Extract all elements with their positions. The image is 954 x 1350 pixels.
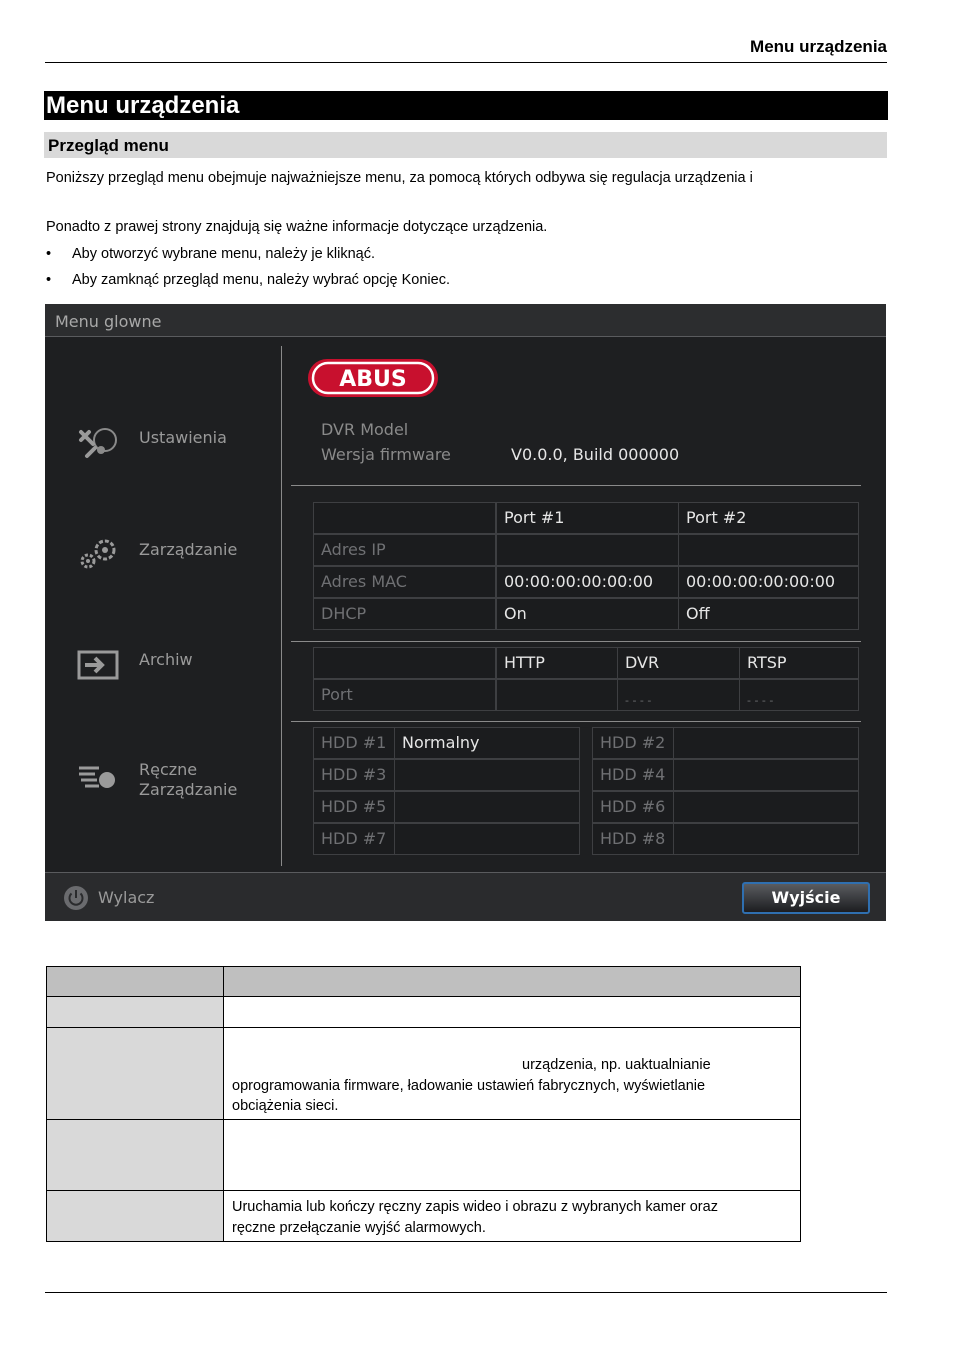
table-value-line: oprogramowania firmware, ładowanie ustawień fabrycznych, wyświetlanie [232,1077,706,1094]
manual-record-icon [75,756,123,796]
divider [291,641,861,642]
network-cell: On [496,598,679,630]
hdd-status [673,791,859,823]
network-cell [678,534,859,566]
ports-row-label: Port [313,679,496,711]
exit-button[interactable]: Wyjście [742,882,870,914]
firmware-value: V0.0.0, Build 000000 [511,445,680,464]
table-value-line: Uruchamia lub kończy ręczny zapis wideo i obrazu z wybranych kamer oraz [232,1199,718,1215]
bullet-text: Aby zamknąć przegląd menu, należy wybrać opcję Koniec. [72,272,450,288]
hdd-label: HDD #1 [313,727,395,759]
tools-icon [75,422,123,462]
network-row-label: Adres IP [313,534,496,566]
abus-logo [307,358,439,398]
bullet-text: Aby otworzyć wybrane menu, należy je kliknąć. [72,246,376,262]
ports-header-dvr: DVR [617,647,740,679]
intro-paragraph-2: Ponadto z prawej strony znajdują się ważne informacje dotyczące urządzenia. [46,219,548,235]
network-header-port2: Port #2 [678,502,859,534]
divider [291,721,861,722]
network-header-empty [313,502,496,534]
hdd-label: HDD #5 [313,791,395,823]
power-icon[interactable] [63,885,89,911]
hdd-label: HDD #3 [313,759,395,791]
archive-icon [75,644,123,684]
ports-cell-dvr: - - - - [617,679,740,711]
table-value-cell [224,997,801,1028]
network-header-port1: Port #1 [496,502,679,534]
header-divider [45,62,887,63]
page-header-title: Menu urządzenia [750,37,887,56]
svg-text:ABUS: ABUS [339,367,407,392]
table-value-line: ręczne przełączanie wyjść alarmowych. [232,1219,486,1236]
menu-label-line1: Ręczne [139,760,198,779]
intro-paragraph-1: Poniższy przegląd menu obejmuje najważniejsze menu, za pomocą których odbywa się regulacja urządzenia i [46,170,753,186]
ports-cell-rtsp: - - - - [739,679,859,711]
table-header-cell [224,967,801,997]
network-row-label: Adres MAC [313,566,496,598]
table-key-cell [47,1120,224,1191]
table-value-line: urządzenia, np. uaktualnianie [522,1057,711,1073]
table-value-cell [224,1028,801,1120]
network-cell: 00:00:00:00:00:00 [678,566,859,598]
power-off-label[interactable]: Wylacz [98,888,155,907]
hdd-status: Normalny [394,727,580,759]
firmware-label: Wersja firmware [321,445,451,464]
hdd-status [394,759,580,791]
menu-label-line2: Zarządzanie [139,780,238,799]
table-header-row [47,967,801,997]
ports-header-empty [313,647,496,679]
hdd-label: HDD #8 [592,823,674,855]
menu-label: Zarządzanie [139,540,238,559]
table-value-cell [224,1120,801,1191]
table-value-line: obciążenia sieci. [232,1098,339,1114]
subsection-title: Przegląd menu [44,132,887,158]
ports-header-http: HTTP [496,647,618,679]
bullet-dot-icon: • [46,246,52,262]
hdd-label: HDD #4 [592,759,674,791]
menu-label: Archiw [139,650,193,669]
gears-icon [75,534,123,574]
table-row [47,1191,801,1242]
dvr-window-title: Menu glowne [45,304,886,337]
hdd-status [673,823,859,855]
hdd-status [673,759,859,791]
table-value-cell [224,1191,801,1242]
dvr-main-menu-screenshot [45,304,886,921]
hdd-label: HDD #7 [313,823,395,855]
network-row-label: DHCP [313,598,496,630]
hdd-label: HDD #6 [592,791,674,823]
section-title: Menu urządzenia [44,91,888,120]
hdd-status [673,727,859,759]
table-row [47,1120,801,1191]
network-cell: Off [678,598,859,630]
footer-divider [45,1292,887,1293]
hdd-label: HDD #2 [592,727,674,759]
menu-label: Ustawienia [139,428,227,447]
ports-header-rtsp: RTSP [739,647,859,679]
dvr-footer [45,872,886,921]
table-key-cell [47,1191,224,1242]
hdd-status [394,823,580,855]
ports-cell-http [496,679,618,711]
sidebar-divider [281,346,282,866]
table-row [47,1028,801,1120]
dvr-model-label: DVR Model [321,420,409,439]
menu-description-table [46,966,801,1242]
table-key-cell [47,997,224,1028]
network-cell [496,534,679,566]
table-row [47,997,801,1028]
bullet-dot-icon: • [46,272,52,288]
network-cell: 00:00:00:00:00:00 [496,566,679,598]
hdd-status [394,791,580,823]
divider [291,485,861,486]
table-key-cell [47,1028,224,1120]
table-header-cell [47,967,224,997]
